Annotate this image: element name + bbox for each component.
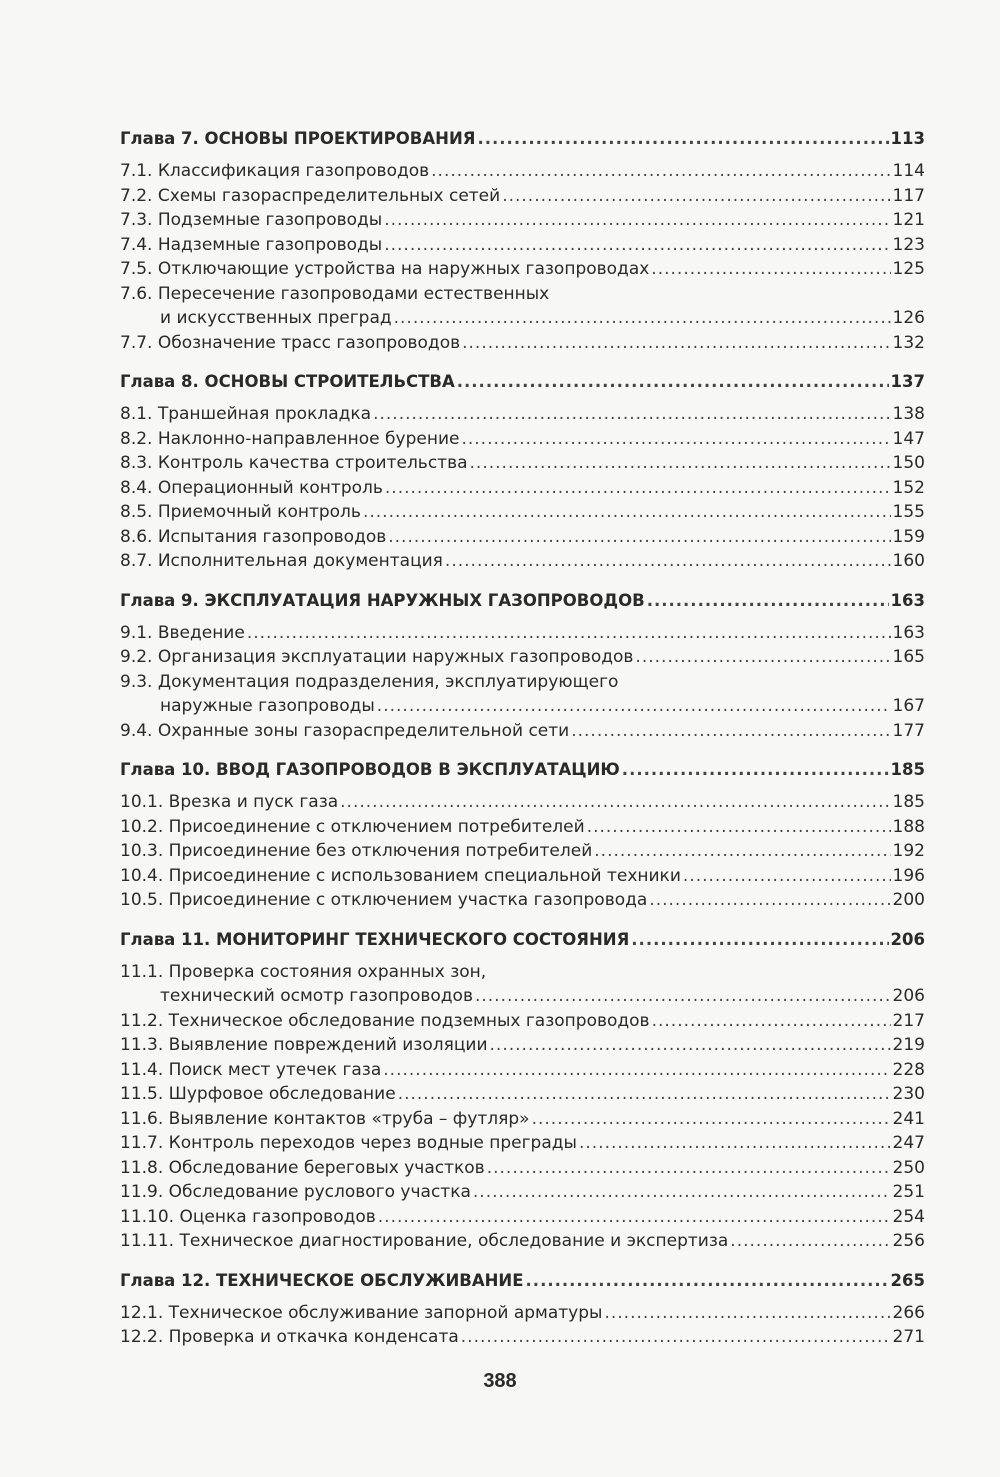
entry-title: 8.1. Траншейная прокладка: [120, 404, 372, 424]
leader-dots: [457, 369, 889, 394]
entry-title-continued: наружные газопроводы: [160, 696, 375, 716]
entry-page: 126: [892, 308, 925, 328]
leader-dots: [604, 1301, 890, 1326]
entry-title: 9.3. Документация подразделения, эксплуатирующего: [120, 671, 619, 692]
leader-dots: [462, 331, 890, 356]
leader-dots: [647, 588, 889, 613]
entry-page: 254: [892, 1206, 925, 1227]
chapter-title: Глава 11. МОНИТОРИНГ ТЕХНИЧЕСКОГО СОСТОЯНИЯ: [120, 929, 630, 949]
chapter-page: 206: [890, 929, 925, 949]
leader-dots: [571, 719, 890, 744]
chapter-title: Глава 7. ОСНОВЫ ПРОЕКТИРОВАНИЯ: [120, 129, 476, 148]
toc-entry: [120, 888, 925, 913]
toc-entry: [120, 839, 925, 864]
leader-dots: [398, 1082, 891, 1107]
toc-entry: [120, 1301, 925, 1326]
toc-entry: [120, 1107, 925, 1132]
chapter-page: 137: [890, 372, 925, 391]
chapter-page: 185: [890, 760, 925, 779]
toc-entry: [120, 1229, 925, 1254]
leader-dots: [378, 1205, 891, 1230]
entry-page: 165: [892, 647, 925, 667]
leader-dots: [532, 1107, 891, 1132]
entry-title: 11.11. Техническое диагностирование, обследование и экспертиза: [120, 1231, 729, 1251]
toc-entry: [120, 159, 925, 184]
toc-entry: [120, 257, 925, 282]
entry-page: 123: [892, 234, 925, 255]
leader-dots: [445, 549, 891, 574]
leader-dots: [502, 184, 890, 209]
toc-entry: [120, 233, 925, 258]
entry-title: 10.1. Врезка и пуск газа: [120, 792, 339, 812]
leader-dots: [473, 1180, 891, 1205]
chapter-heading: [120, 927, 925, 952]
chapter-heading: [120, 757, 925, 782]
entry-page: 228: [892, 1059, 925, 1080]
leader-dots: [487, 1156, 891, 1181]
entry-page: 177: [892, 720, 925, 741]
leader-dots: [635, 645, 890, 670]
toc-entry: [120, 815, 925, 840]
leader-dots: [385, 476, 891, 501]
toc-entry-line: [120, 282, 925, 307]
toc-entry: [120, 1131, 925, 1156]
chapter-title: Глава 9. ЭКСПЛУАТАЦИЯ НАРУЖНЫХ ГАЗОПРОВОДОВ: [120, 590, 645, 610]
entry-page: 192: [892, 841, 925, 861]
leader-dots: [431, 159, 890, 184]
leader-dots: [477, 126, 888, 151]
toc-entry: [120, 1009, 925, 1034]
entry-page: 185: [892, 792, 925, 812]
toc-entry: [120, 719, 925, 744]
entry-page: 206: [892, 986, 925, 1006]
entry-page: 196: [892, 865, 925, 886]
toc-entry: [120, 451, 925, 476]
entry-title: 7.3. Подземные газопроводы: [120, 210, 383, 230]
toc-entry: [120, 525, 925, 550]
toc-entry: [120, 476, 925, 501]
entry-title: 7.4. Надземные газопроводы: [120, 234, 383, 255]
entry-page: 271: [892, 1327, 925, 1347]
leader-dots: [651, 257, 890, 282]
entry-page: 219: [892, 1035, 925, 1055]
entry-page: 138: [892, 404, 925, 424]
entry-title: 9.1. Введение: [120, 622, 245, 643]
entry-title: 8.6. Испытания газопроводов: [120, 526, 387, 547]
entry-title: 12.2. Проверка и откачка конденсата: [120, 1327, 459, 1347]
leader-dots: [363, 500, 891, 525]
toc-entry: [120, 864, 925, 889]
toc-entry: [120, 427, 925, 452]
entry-title: 11.8. Обследование береговых участков: [120, 1157, 485, 1178]
entry-page: 200: [892, 890, 925, 910]
leader-dots: [461, 427, 890, 452]
toc-entry: [120, 1082, 925, 1107]
entry-title: 10.4. Присоединение с использованием специальной техники: [120, 865, 681, 886]
entry-title-continued: и искусственных преград: [160, 308, 392, 328]
toc-entry: [120, 621, 925, 646]
leader-dots: [377, 694, 891, 719]
toc-entry: [120, 1156, 925, 1181]
entry-page: 155: [892, 502, 925, 522]
chapter-heading: [120, 1268, 925, 1293]
toc-entry: [120, 549, 925, 574]
toc-entry: [120, 1325, 925, 1350]
chapter-title: Глава 10. ВВОД ГАЗОПРОВОДОВ В ЭКСПЛУАТАЦИЮ: [120, 760, 620, 779]
toc-entry: [120, 790, 925, 815]
table-of-contents: [120, 126, 925, 1350]
entry-title: 7.1. Классификация газопроводов: [120, 161, 430, 181]
entry-page: 147: [892, 428, 925, 449]
entry-page: 250: [892, 1157, 925, 1178]
entry-title: 7.6. Пересечение газопроводами естественных: [120, 283, 550, 304]
entry-title: 7.7. Обозначение трасс газопроводов: [120, 332, 461, 353]
entry-title: 8.5. Приемочный контроль: [120, 502, 361, 522]
entry-page: 217: [892, 1010, 925, 1031]
toc-entry: [120, 331, 925, 356]
entry-page: 132: [892, 332, 925, 353]
entry-page: 247: [892, 1133, 925, 1153]
entry-page: 256: [892, 1231, 925, 1251]
leader-dots: [340, 790, 890, 815]
chapter-page: 163: [890, 590, 925, 610]
entry-title: 8.4. Операционный контроль: [120, 477, 383, 498]
leader-dots: [579, 1131, 891, 1156]
entry-page: 241: [892, 1108, 925, 1129]
entry-page: 114: [892, 161, 925, 181]
entry-page: 163: [892, 622, 925, 643]
entry-title: 10.5. Присоединение с отключением участка газопровода: [120, 890, 648, 910]
leader-dots: [384, 208, 890, 233]
toc-entry: [120, 306, 925, 331]
entry-page: 188: [892, 816, 925, 837]
entry-page: 251: [892, 1182, 925, 1202]
entry-page: 230: [892, 1084, 925, 1104]
entry-title: 9.2. Организация эксплуатации наружных газопроводов: [120, 647, 634, 667]
leader-dots: [526, 1268, 889, 1293]
chapter-page: 113: [890, 129, 925, 148]
toc-entry: [120, 1033, 925, 1058]
leader-dots: [384, 233, 890, 258]
entry-page: 160: [892, 551, 925, 571]
toc-entry: [120, 1180, 925, 1205]
entry-title: 11.2. Техническое обследование подземных газопроводов: [120, 1010, 650, 1031]
leader-dots: [622, 757, 889, 782]
chapter-heading: [120, 369, 925, 394]
entry-title: 11.4. Поиск мест утечек газа: [120, 1059, 382, 1080]
toc-entry-line: [120, 670, 925, 695]
entry-title: 11.9. Обследование руслового участка: [120, 1182, 471, 1202]
toc-entry: [120, 184, 925, 209]
entry-title: 7.5. Отключающие устройства на наружных газопроводах: [120, 259, 650, 279]
entry-title: 11.10. Оценка газопроводов: [120, 1206, 376, 1227]
entry-title: 10.2. Присоединение с отключением потребителей: [120, 816, 585, 837]
leader-dots: [247, 621, 891, 646]
page-number: 388: [483, 1370, 517, 1392]
toc-entry: [120, 208, 925, 233]
entry-page: 125: [892, 259, 925, 279]
entry-page: 117: [892, 185, 925, 206]
chapter-title: Глава 8. ОСНОВЫ СТРОИТЕЛЬСТВА: [120, 372, 455, 391]
leader-dots: [470, 451, 891, 476]
entry-title: 8.3. Контроль качества строительства: [120, 453, 468, 473]
toc-entry-line: [120, 960, 925, 985]
leader-dots: [490, 1033, 891, 1058]
entry-page: 266: [892, 1302, 925, 1323]
toc-entry: [120, 500, 925, 525]
leader-dots: [730, 1229, 890, 1254]
entry-page: 159: [892, 526, 925, 547]
toc-entry: [120, 645, 925, 670]
entry-page: 121: [892, 210, 925, 230]
toc-entry: [120, 984, 925, 1009]
entry-title: 12.1. Техническое обслуживание запорной арматуры: [120, 1302, 603, 1323]
entry-page: 150: [892, 453, 925, 473]
entry-page: 167: [892, 696, 925, 716]
leader-dots: [683, 864, 891, 889]
chapter-heading: [120, 588, 925, 613]
leader-dots: [388, 525, 890, 550]
toc-entry: [120, 1058, 925, 1083]
entry-title: 10.3. Присоединение без отключения потребителей: [120, 841, 593, 861]
entry-title: 9.4. Охранные зоны газораспределительной сети: [120, 720, 570, 741]
chapter-page: 265: [890, 1270, 925, 1290]
toc-entry: [120, 694, 925, 719]
entry-title: 7.2. Схемы газораспределительных сетей: [120, 185, 501, 206]
entry-title: 11.6. Выявление контактов «труба – футляр»: [120, 1108, 530, 1129]
entry-title: 11.7. Контроль переходов через водные преграды: [120, 1133, 577, 1153]
chapter-title: Глава 12. ТЕХНИЧЕСКОЕ ОБСЛУЖИВАНИЕ: [120, 1270, 524, 1290]
entry-page: 152: [892, 477, 925, 498]
entry-title: 11.3. Выявление повреждений изоляции: [120, 1035, 488, 1055]
entry-title: 8.7. Исполнительная документация: [120, 551, 443, 571]
leader-dots: [587, 815, 891, 840]
toc-entry: [120, 1205, 925, 1230]
leader-dots: [594, 839, 890, 864]
entry-title: 11.5. Шурфовое обследование: [120, 1084, 396, 1104]
leader-dots: [373, 402, 890, 427]
toc-entry: [120, 402, 925, 427]
leader-dots: [652, 1009, 891, 1034]
leader-dots: [475, 984, 891, 1009]
leader-dots: [631, 927, 888, 952]
entry-title-continued: технический осмотр газопроводов: [160, 986, 473, 1006]
leader-dots: [394, 306, 891, 331]
leader-dots: [649, 888, 890, 913]
chapter-heading: [120, 126, 925, 151]
leader-dots: [461, 1325, 891, 1350]
entry-title: 11.1. Проверка состояния охранных зон,: [120, 961, 487, 982]
entry-title: 8.2. Наклонно-направленное бурение: [120, 428, 460, 449]
leader-dots: [383, 1058, 890, 1083]
